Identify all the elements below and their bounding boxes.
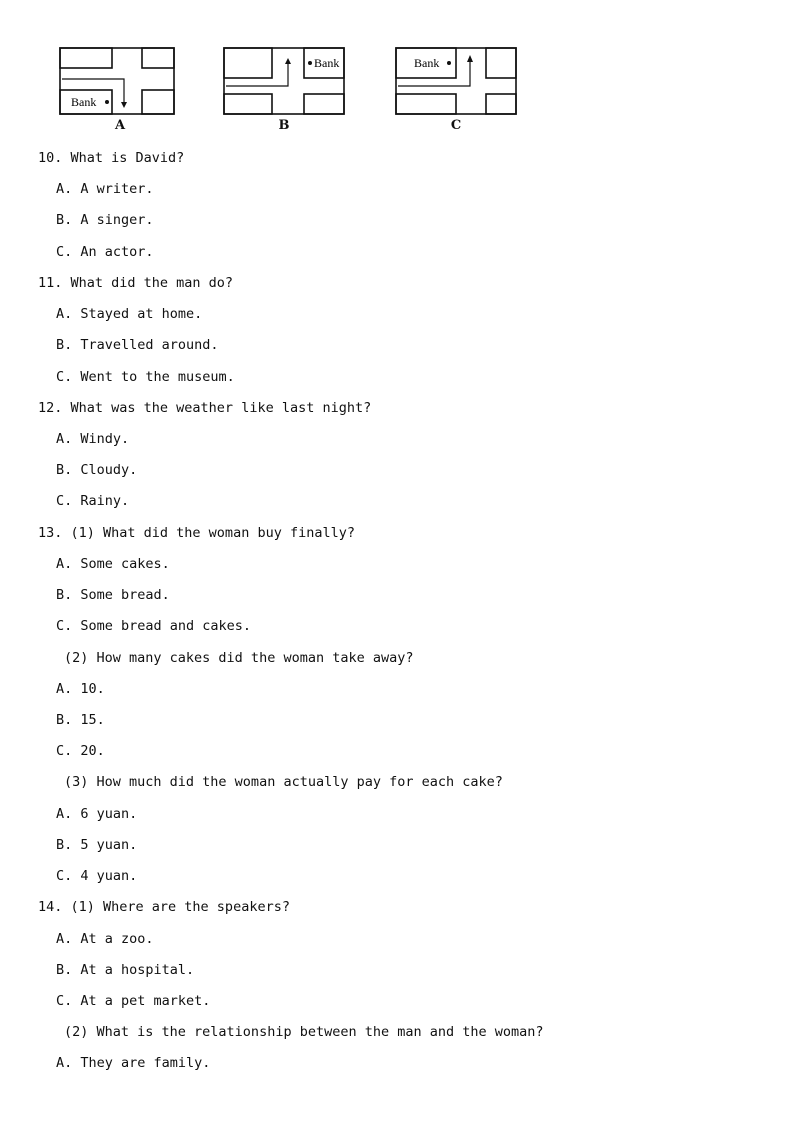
question-13-2-option-a[interactable]: A. 10. <box>56 681 105 697</box>
question-13-2-stem: (2) How many cakes did the woman take away? <box>64 650 414 666</box>
question-12-option-c[interactable]: C. Rainy. <box>56 493 130 509</box>
question-10-stem: 10. What is David? <box>38 150 185 166</box>
map-a <box>58 46 182 138</box>
question-10-option-b[interactable]: B. A singer. <box>56 212 154 228</box>
question-10-option-c[interactable]: C. An actor. <box>56 244 154 260</box>
map-a-bank-label: Bank <box>71 95 97 109</box>
map-b-bank-label: Bank <box>314 56 340 70</box>
question-13-1-option-c[interactable]: C. Some bread and cakes. <box>56 618 252 634</box>
question-10-option-a[interactable]: A. A writer. <box>56 181 154 197</box>
question-12-stem: 12. What was the weather like last night? <box>38 400 372 416</box>
question-14-1-option-b[interactable]: B. At a hospital. <box>56 962 195 978</box>
question-14-2-option-a[interactable]: A. They are family. <box>56 1055 211 1071</box>
question-11-stem: 11. What did the man do? <box>38 275 234 291</box>
map-b <box>222 46 346 138</box>
question-11-option-c[interactable]: C. Went to the museum. <box>56 369 235 385</box>
map-a-label: A <box>114 118 126 133</box>
map-c-drawing <box>394 46 518 118</box>
map-c-bank-label: Bank <box>414 56 440 70</box>
question-13-3-option-c[interactable]: C. 4 yuan. <box>56 868 138 884</box>
question-13-1-option-b[interactable]: B. Some bread. <box>56 587 170 603</box>
question-12-option-b[interactable]: B. Cloudy. <box>56 462 138 478</box>
map-c-label: C <box>450 118 462 133</box>
question-14-1-option-a[interactable]: A. At a zoo. <box>56 931 154 947</box>
question-13-1-option-a[interactable]: A. Some cakes. <box>56 556 170 572</box>
question-11-option-a[interactable]: A. Stayed at home. <box>56 306 203 322</box>
question-14-1-option-c[interactable]: C. At a pet market. <box>56 993 211 1009</box>
map-c <box>394 46 518 138</box>
question-12-option-a[interactable]: A. Windy. <box>56 431 130 447</box>
question-13-3-option-b[interactable]: B. 5 yuan. <box>56 837 138 853</box>
question-13-2-option-b[interactable]: B. 15. <box>56 712 105 728</box>
question-14-2-stem: (2) What is the relationship between the man and the woman? <box>64 1024 544 1040</box>
map-b-label: B <box>278 118 290 133</box>
map-a-drawing <box>58 46 182 118</box>
map-b-drawing <box>222 46 346 118</box>
question-11-option-b[interactable]: B. Travelled around. <box>56 337 219 353</box>
question-13-1-stem: 13. (1) What did the woman buy finally? <box>38 525 355 541</box>
question-13-3-stem: (3) How much did the woman actually pay for each cake? <box>64 774 503 790</box>
question-14-1-stem: 14. (1) Where are the speakers? <box>38 899 290 915</box>
question-13-2-option-c[interactable]: C. 20. <box>56 743 105 759</box>
map-figures <box>0 0 794 140</box>
question-13-3-option-a[interactable]: A. 6 yuan. <box>56 806 138 822</box>
